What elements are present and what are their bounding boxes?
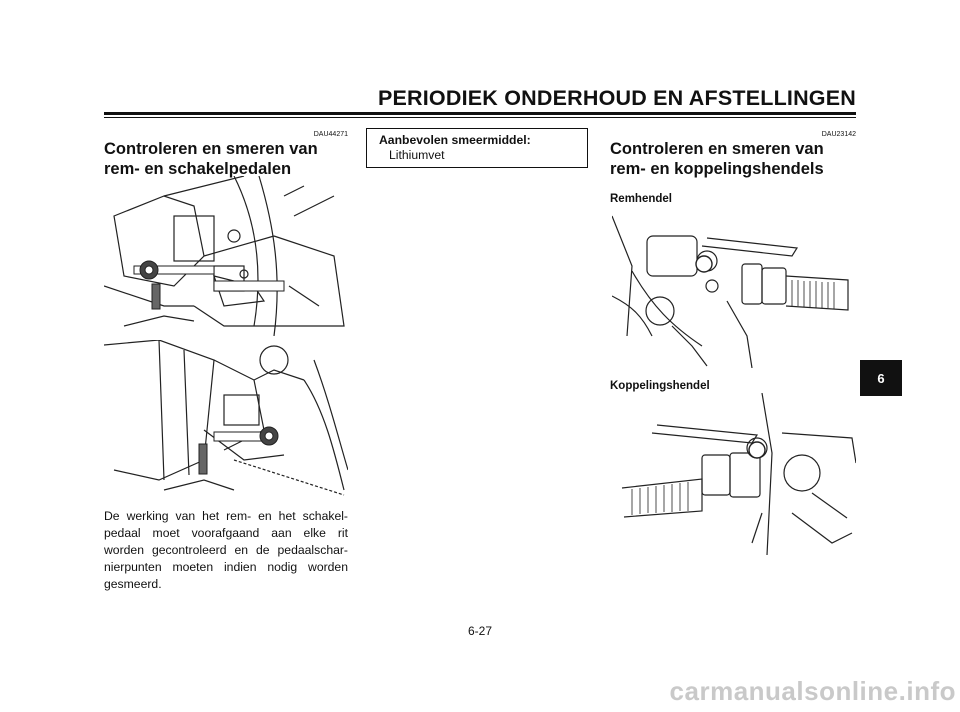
section-code-right: DAU23142 bbox=[821, 131, 856, 138]
section-title-levers bbox=[610, 139, 824, 179]
body-text-pedals bbox=[104, 508, 348, 593]
shift-pedal-illustration bbox=[104, 340, 348, 500]
brake-pivot-marker bbox=[696, 256, 712, 272]
page-number: 6-27 bbox=[467, 624, 493, 638]
section-title-levers-line1: Controleren en smeren van bbox=[610, 140, 824, 158]
section-code-left: DAU44271 bbox=[313, 131, 348, 138]
watermark: carmanualsonline.info bbox=[669, 676, 956, 706]
lubricant-label: Aanbevolen smeermiddel: bbox=[379, 133, 531, 147]
clutch-lever-illustration bbox=[612, 393, 856, 555]
body-line: gesmeerd. bbox=[104, 577, 162, 591]
brake-lever-label: Remhendel bbox=[610, 193, 672, 205]
lubricant-value: Lithiumvet bbox=[389, 148, 445, 162]
chapter-tab: 6 bbox=[860, 360, 902, 396]
body-line: worden gecontroleerd en de pedaalschar- bbox=[104, 543, 348, 557]
body-line: pedaal moet voorafgaand aan elke rit bbox=[104, 526, 348, 540]
recommended-lubricant-box bbox=[366, 128, 588, 168]
section-title-levers-line2: rem- en koppelingshendels bbox=[610, 160, 824, 178]
body-line: nierpunten moeten indien nodig worden bbox=[104, 560, 348, 574]
section-title-pedals-line1: Controleren en smeren van bbox=[104, 140, 318, 158]
brake-pedal-illustration bbox=[104, 176, 348, 336]
clutch-lever-label: Koppelingshendel bbox=[610, 380, 710, 392]
clutch-pivot-marker bbox=[749, 442, 765, 458]
header-rule-thin bbox=[104, 117, 856, 118]
body-line: De werking van het rem- en het schakel- bbox=[104, 509, 348, 523]
section-title-pedals bbox=[104, 139, 318, 179]
page-header-title: PERIODIEK ONDERHOUD EN AFSTELLINGEN bbox=[377, 86, 856, 110]
brake-lever-illustration bbox=[612, 206, 856, 368]
header-rule-thick bbox=[104, 112, 856, 115]
section-title-pedals-line2: rem- en schakelpedalen bbox=[104, 160, 292, 178]
